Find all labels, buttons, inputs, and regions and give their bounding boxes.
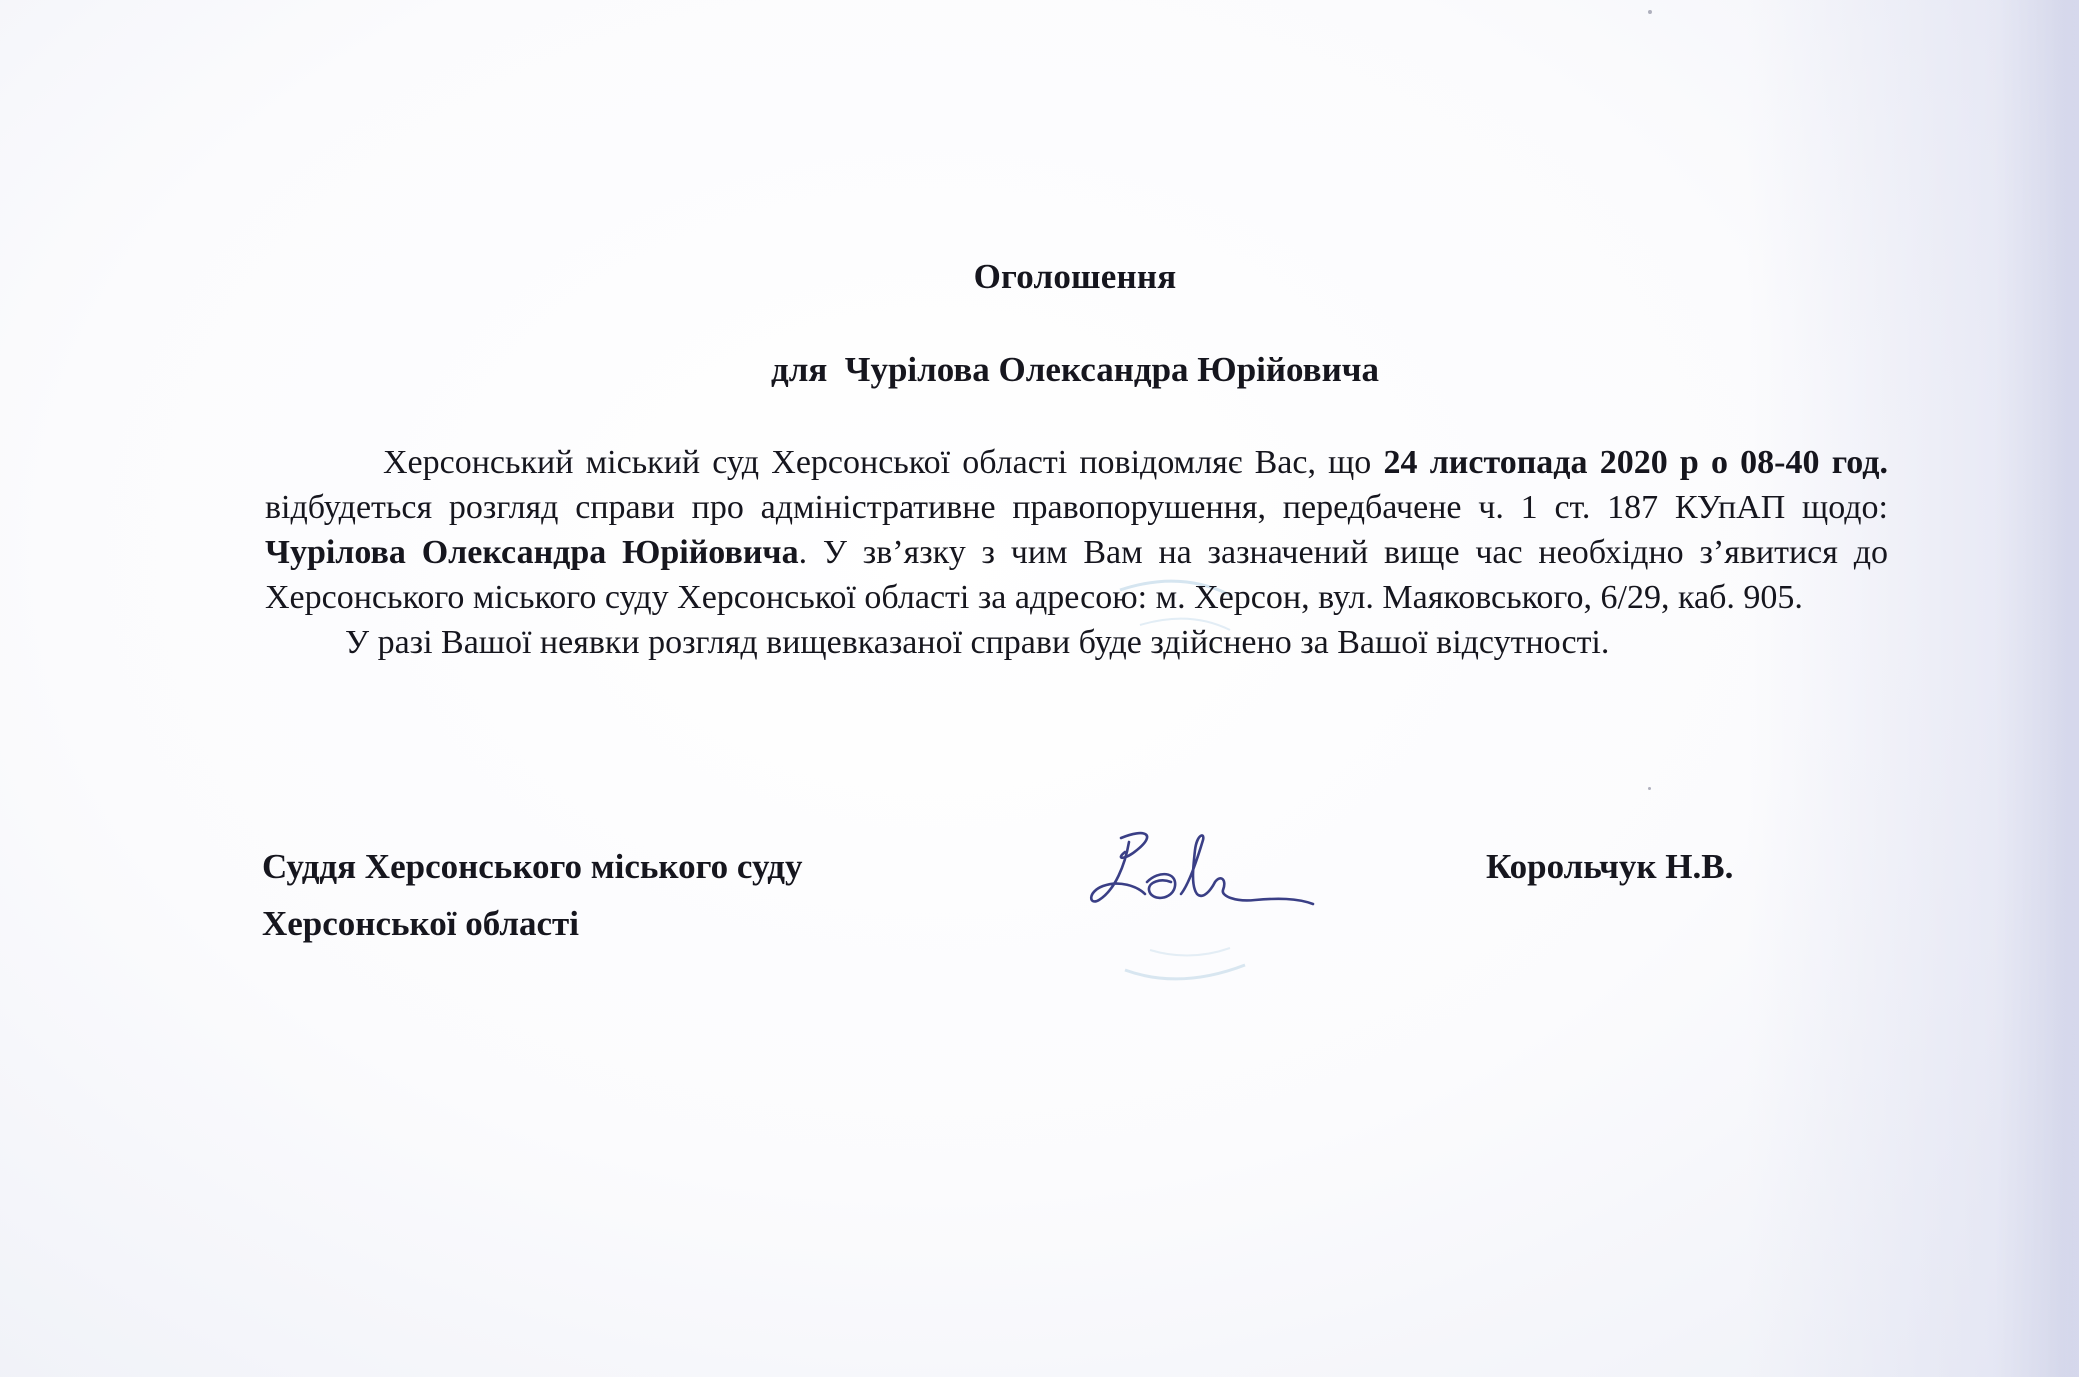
paper-speck [1648,10,1652,14]
notice-paragraph-1 [265,440,1888,620]
judge-position-line1: Суддя Херсонського міського суду [262,847,803,886]
paper-speck [1648,787,1651,790]
notice-addressee: для Чурілова Олександра Юрійовича [770,350,1379,389]
notice-paragraph-2: У разі Вашої неявки розгляд вищевказаної справи буде здійснено за Вашої відсутності. [345,624,1610,661]
notice-body [265,440,1888,665]
hearing-datetime: 24 листопада 2020 р о 08-40 год. [1383,444,1889,481]
page-edge-shadow [2053,0,2079,1377]
paragraph-text: . У зв’язку з чим Вам на зазначений вище час необхідно з’явитися до Херсонського міського суду Херсонської області за адресою: м. Херсон, вул. Маяковського, 6/29, каб. 905. [265,534,1888,616]
paragraph-text: Херсонський міський суд Херсонської області повідомляє Вас, що [383,444,1384,481]
judge-position [262,838,802,952]
judge-position-line2: Херсонської області [262,904,579,943]
paragraph-text: відбудеться розгляд справи про адміністративне правопорушення, передбачене ч. 1 ст. 187 КУпАП щодо: [265,489,1888,526]
handwritten-signature [1085,820,1325,930]
defendant-name: Чурілова Олександра Юрійовича [265,534,799,571]
notice-title: Оголошення [973,257,1177,296]
judge-name: Корольчук Н.В. [1486,847,1734,886]
